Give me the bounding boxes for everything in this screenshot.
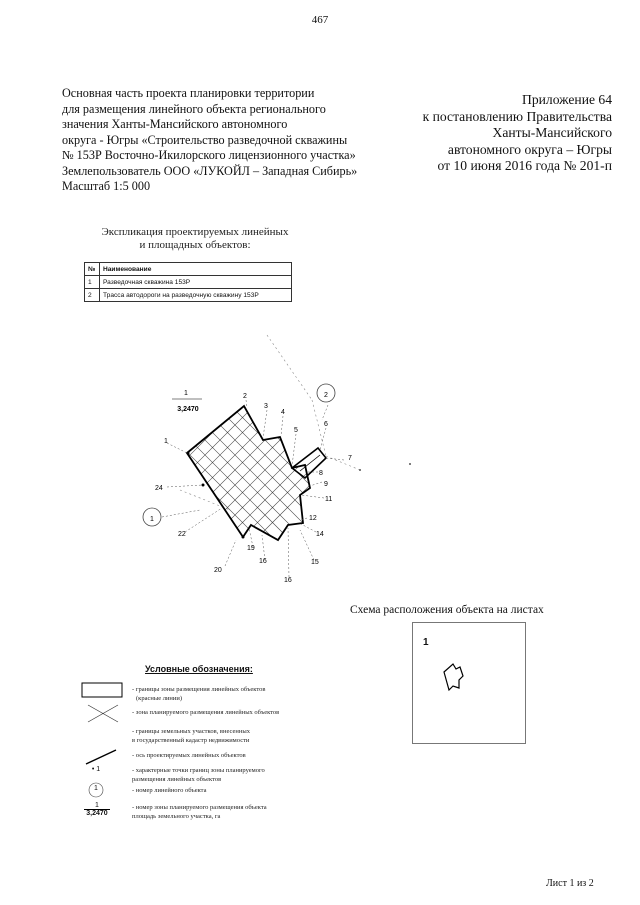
legend-item-text (132, 686, 265, 703)
table-cell: Разведочная скважина 153Р (100, 276, 292, 289)
map-dot (409, 463, 411, 465)
boundary-point (242, 536, 245, 539)
sheet-label: Лист 1 из 2 (546, 878, 594, 889)
header-left-line: № 153Р Восточно-Икилорского лицензионного участка» (62, 148, 356, 162)
legend-item-text (132, 728, 250, 745)
point-label: 5 (294, 427, 298, 434)
scheme-sheet-box (412, 622, 526, 744)
point-label: 16 (284, 577, 292, 584)
circle-number-label: 1 (94, 785, 98, 792)
legend-line: - зона планируемого размещения линейных объектов (132, 709, 280, 716)
point-label: 12 (309, 515, 317, 522)
point-label: 22 (178, 531, 186, 538)
point-label: 4 (281, 409, 285, 416)
point-label: 20 (214, 567, 222, 574)
legend-line: - номер зоны планируемого размещения объекта (132, 804, 267, 811)
header-right-line: Ханты-Мансийского (492, 125, 612, 140)
hatch-cross-icon (88, 705, 118, 722)
header-left-line: для размещения линейного объекта регионального (62, 101, 326, 116)
table-cell: 2 (85, 289, 100, 302)
legend-line: - ось проектируемых линейных объектов (132, 752, 246, 759)
point-label: 6 (324, 421, 328, 428)
scheme-sheet-number: 1 (423, 637, 429, 648)
point-label: 3 (264, 403, 268, 410)
point-label: 16 (259, 558, 267, 565)
rectangle-boundary-icon (82, 683, 122, 697)
boundary-point (187, 452, 190, 455)
header-left-line: Землепользователь ООО «ЛУКОЙЛ – Западная Сибирь» (62, 163, 358, 178)
zone-number-icon-bottom: 3,2470 (84, 809, 110, 817)
legend-line: - характерные точки границ зоны планируемого (132, 767, 265, 774)
explication-title-line: Экспликация проектируемых линейных (101, 226, 289, 238)
point-label: 15 (311, 559, 319, 566)
axis-line-icon (86, 750, 116, 764)
scheme-title: Схема расположения объекта на листах (350, 604, 544, 616)
page-number: 467 (311, 14, 329, 26)
point-label: 1 (164, 438, 168, 445)
point-label: 19 (247, 545, 255, 552)
point-label: 14 (316, 531, 324, 538)
legend-item-text (132, 804, 267, 821)
table-header-cell: № (85, 263, 100, 276)
legend-line: (красные линии) (136, 694, 183, 702)
zone-hatch (85, 380, 415, 560)
header-left-line: Масштаб 1:5 000 (62, 179, 151, 193)
point-label: 8 (319, 470, 323, 477)
zone-number: 1 (184, 390, 188, 397)
table-cell: Трасса автодороги на разведочную скважину 153Р (100, 289, 292, 302)
legend-item-text (132, 709, 279, 718)
header-right-line: от 10 июня 2016 года № 201-п (437, 158, 612, 173)
legend-line: площадь земельного участка, га (132, 812, 221, 820)
boundary-point (202, 484, 205, 487)
zone-area: 3,2470 (177, 406, 199, 413)
header-left-line: значения Ханты-Мансийского автономного (62, 117, 288, 131)
zone-number-icon-top: 1 (95, 802, 99, 809)
map-dot (359, 469, 361, 471)
legend-item-text (132, 767, 265, 784)
header-right-line: к постановлению Правительства (422, 108, 612, 124)
legend-item-text (132, 752, 246, 761)
point-label: 24 (155, 485, 163, 492)
header-right-line: автономного округа – Югры (447, 141, 612, 157)
table-header-cell: Наименование (100, 263, 292, 276)
legend-title: Условные обозначения: (145, 664, 253, 674)
legend-line: - границы зоны размещения линейных объектов (132, 686, 266, 693)
road-axis-line (300, 455, 320, 471)
object-marker-label: 1 (150, 516, 154, 523)
header-right-line: Приложение 64 (522, 92, 612, 107)
point-label: 2 (243, 393, 247, 400)
point-marker-icon: • 1 (91, 766, 101, 773)
legend-line: размещения линейных объектов (132, 775, 222, 783)
object-marker-label: 2 (324, 392, 328, 399)
explication-title-line: и площадных объектов: (139, 239, 251, 251)
legend-item-text (132, 787, 206, 796)
legend-line: в государственный кадастр недвижимости (132, 736, 250, 744)
zone-number-icon (84, 802, 110, 817)
header-left-line: округа - Югры «Строительство разведочной скважины (62, 132, 348, 147)
header-left-line: Основная часть проекта планировки территории (62, 86, 315, 100)
table-cell: 1 (85, 276, 100, 289)
point-label: 7 (348, 455, 352, 462)
legend-line: - границы земельных участков, внесенных (132, 728, 250, 735)
point-label: 11 (325, 496, 333, 503)
point-label: 9 (324, 481, 328, 488)
legend-line: - номер линейного объекта (132, 787, 207, 794)
